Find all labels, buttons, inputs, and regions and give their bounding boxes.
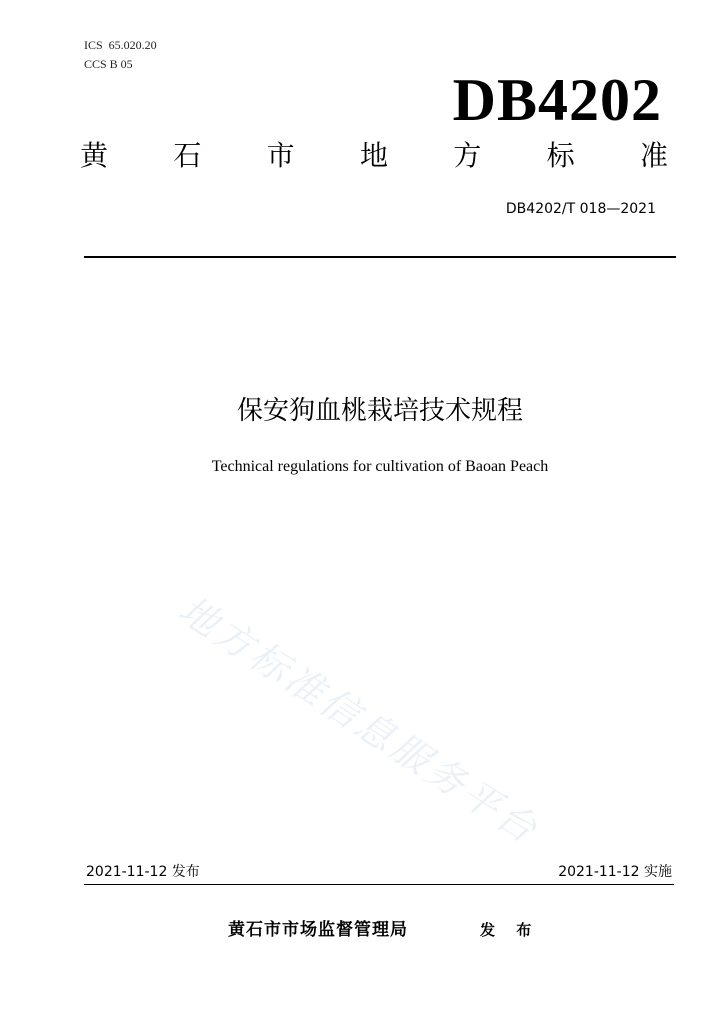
watermark: 地方标准信息服务平台: [171, 587, 548, 854]
standard-type-char: 准: [639, 139, 668, 172]
standard-type: [80, 136, 668, 176]
standard-type-char: 地: [359, 139, 388, 172]
standard-type-char: 市: [266, 139, 295, 172]
document-title-chinese: 保安狗血桃栽培技术规程: [236, 396, 523, 426]
classification-codes: [84, 36, 157, 74]
standard-code: DB4202: [452, 67, 662, 133]
implementation-date: 2021-11-12 实施: [558, 864, 672, 880]
ics-code: ICS 65.020.20: [84, 38, 157, 52]
issuing-action: 发 布: [480, 921, 540, 939]
ccs-code: CCS B 05: [84, 57, 133, 71]
issuing-authority: 黄石市市场监督管理局: [228, 920, 408, 940]
standard-type-char: 方: [453, 139, 482, 172]
standard-type-char: 黄: [80, 139, 109, 172]
standard-type-char: 标: [546, 139, 575, 172]
header-divider: [84, 256, 676, 258]
standard-number: DB4202/T 018—2021: [505, 201, 656, 217]
issue-date: 2021-11-12 发布: [86, 864, 200, 880]
document-title-english: Technical regulations for cultivation of Baoan Peach: [211, 458, 549, 475]
standard-type-char: 石: [173, 139, 202, 172]
footer-divider: [84, 884, 674, 885]
